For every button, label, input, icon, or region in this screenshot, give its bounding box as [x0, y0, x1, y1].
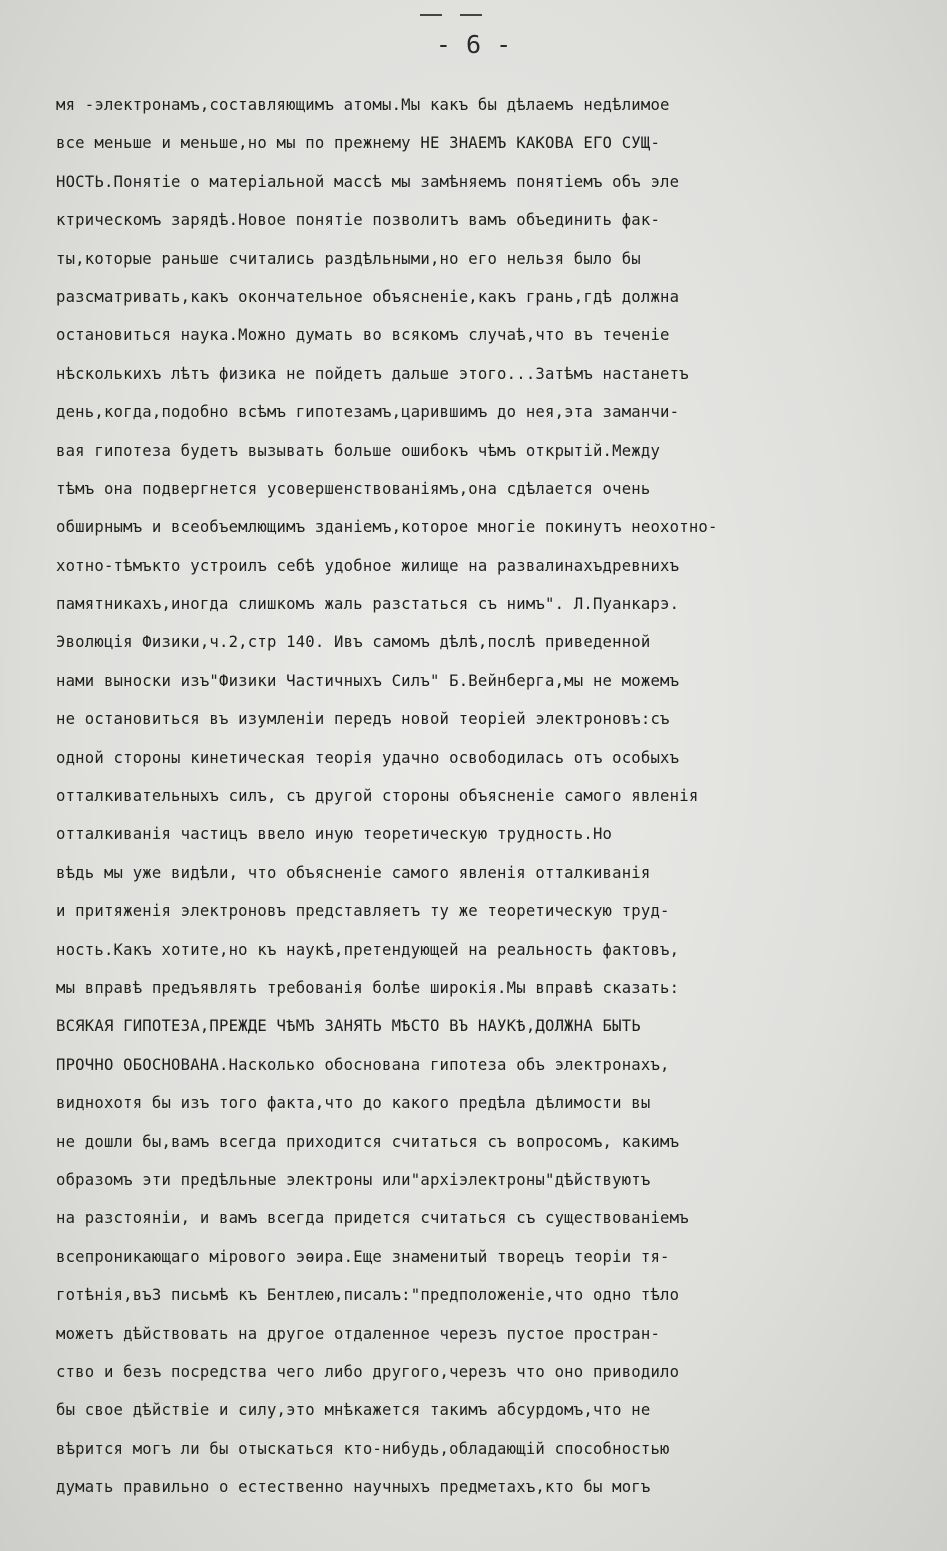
text-line: виднохотя бы изъ того факта,что до какого предѣла дѣлимости вы [56, 1094, 651, 1113]
text-line: обширнымъ и всеобъемлющимъ зданіемъ,которое многіе покинутъ неохотно- [56, 518, 718, 537]
text-line: остановиться наука.Можно думать во всякомъ случаѣ,что въ теченіе [56, 326, 670, 345]
text-line: ство и безъ посредства чего либо другого,черезъ что оно приводило [56, 1362, 680, 1381]
text-line: ктрическомъ зарядѣ.Новое понятіе позволитъ вамъ объединить фак- [56, 211, 661, 230]
text-line: НОСТЬ.Понятіе о матеріальной массѣ мы замѣняемъ понятіемъ объ эле [56, 172, 680, 191]
top-dash-left [420, 14, 442, 16]
text-body [56, 86, 906, 1506]
text-line: нѣсколькихъ лѣтъ физика не пойдетъ дальше этого...Затѣмъ настанетъ [56, 364, 689, 383]
text-line: всепроникающаго мірового эѳира.Еще знаменитый творецъ теоріи тя- [56, 1247, 670, 1266]
text-line: образомъ эти предѣльные электроны или"архіэлектроны"дѣйствуютъ [56, 1170, 651, 1189]
text-line: разсматривать,какъ окончательное объясненіе,какъ грань,гдѣ должна [56, 287, 680, 306]
text-line: можетъ дѣйствовать на другое отдаленное черезъ пустое простран- [56, 1324, 661, 1343]
text-line: мы вправѣ предъявлять требованія болѣе широкія.Мы вправѣ сказать: [56, 978, 680, 997]
text-line: ВСЯКАЯ ГИПОТЕЗА,ПРЕЖДЕ ЧѢМЪ ЗАНЯТЬ МѢСТО ВЪ НАУКѢ,ДОЛЖНА БЫТЬ [56, 1017, 641, 1036]
text-line: не дошли бы,вамъ всегда приходится считаться съ вопросомъ, какимъ [56, 1132, 680, 1151]
text-line: день,когда,подобно всѣмъ гипотезамъ,царившимъ до нея,эта заманчи- [56, 403, 680, 422]
text-line: вѣдь мы уже видѣли, что объясненіе самого явленія отталкиванія [56, 863, 651, 882]
text-line: на разстояніи, и вамъ всегда придется считаться съ существованіемъ [56, 1209, 689, 1228]
text-line: тѣмъ она подвергнется усовершенствованіямъ,она сдѣлается очень [56, 479, 651, 498]
text-line: отталкиванія частицъ ввело иную теоретическую трудность.Но [56, 825, 613, 844]
text-line: ность.Какъ хотите,но къ наукѣ,претендующей на реальность фактовъ, [56, 940, 680, 959]
page-number: - 6 - [435, 30, 512, 59]
text-line: хотно-тѣмъкто устроилъ себѣ удобное жилище на развалинахъдревнихъ [56, 556, 680, 575]
text-line: и притяженія электроновъ представляетъ ту же теоретическую труд- [56, 902, 670, 921]
text-line: нами выноски изъ"Физики Частичныхъ Силъ" Б.Вейнберга,мы не можемъ [56, 671, 680, 690]
text-line: ПРОЧНО ОБОСНОВАНА.Насколько обоснована гипотеза объ электронахъ, [56, 1055, 670, 1074]
text-line: готѣнія,въ3 письмѣ къ Бентлею,писалъ:"предположеніе,что одно тѣло [56, 1286, 680, 1305]
text-line: Эволюція Физики,ч.2,стр 140. Ивъ самомъ дѣлѣ,послѣ приведенной [56, 633, 651, 652]
text-line: все меньше и меньше,но мы по прежнему НЕ ЗНАЕМЪ КАКОВА ЕГО СУЩ- [56, 134, 661, 153]
text-line: одной стороны кинетическая теорія удачно освободилась отъ особыхъ [56, 748, 680, 767]
text-line: бы свое дѣйствіе и силу,это мнѣкажется такимъ абсурдомъ,что не [56, 1401, 651, 1420]
text-line: не остановиться въ изумленіи передъ новой теоріей электроновъ:съ [56, 710, 670, 729]
text-line: вая гипотеза будетъ вызывать больше ошибокъ чѣмъ открытій.Между [56, 441, 661, 460]
top-dash-right [460, 14, 482, 16]
text-line: ты,которые раньше считались раздѣльными,но его нельзя было бы [56, 249, 641, 268]
text-line: памятникахъ,иногда слишкомъ жаль разстаться съ нимъ". Л.Пуанкарэ. [56, 595, 680, 614]
text-line: вѣрится могъ ли бы отыскаться кто-нибудь,обладающій способностью [56, 1439, 670, 1458]
text-line: мя -электронамъ,составляющимъ атомы.Мы какъ бы дѣлаемъ недѣлимое [56, 96, 670, 114]
text-line: думать правильно о естественно научныхъ предметахъ,кто бы могъ [56, 1478, 651, 1497]
text-line: отталкивательныхъ силъ, съ другой стороны объясненіе самого явленія [56, 787, 699, 806]
